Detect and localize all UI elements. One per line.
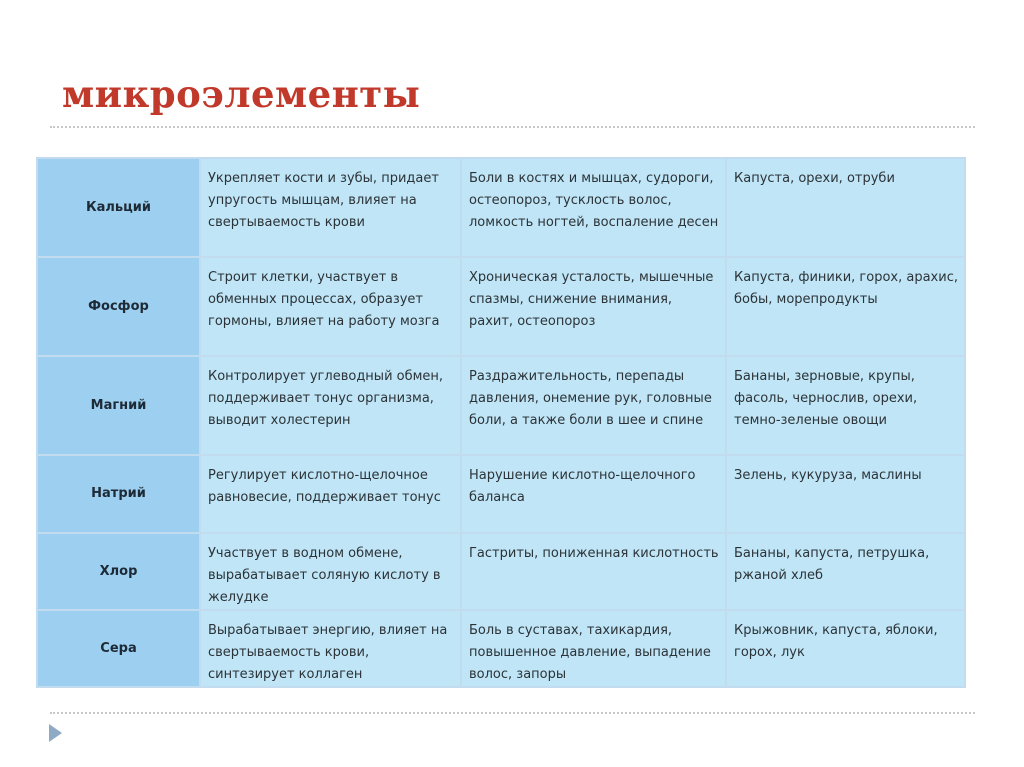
element-name-cell: Натрий — [37, 455, 200, 533]
food-sources-cell: Зелень, кукуруза, маслины — [726, 455, 965, 533]
function-cell: Строит клетки, участвует в обменных процессах, образует гормоны, влияет на работу мозга — [200, 257, 461, 356]
deficiency-symptoms-cell: Боли в костях и мышцах, судороги, остеопороз, тусклость волос, ломкость ногтей, воспаление десен — [461, 158, 726, 257]
food-sources-cell: Крыжовник, капуста, яблоки, горох, лук — [726, 610, 965, 687]
deficiency-symptoms-cell: Боль в суставах, тахикардия, повышенное давление, выпадение волос, запоры — [461, 610, 726, 687]
food-sources-cell: Бананы, капуста, петрушка, ржаной хлеб — [726, 533, 965, 610]
microelements-table-container — [36, 157, 964, 685]
top-divider — [50, 126, 975, 128]
deficiency-symptoms-cell: Гастриты, пониженная кислотность — [461, 533, 726, 610]
table-row — [37, 356, 965, 455]
table-row — [37, 533, 965, 610]
element-name-cell: Хлор — [37, 533, 200, 610]
food-sources-cell: Бананы, зерновые, крупы, фасоль, чернослив, орехи, темно-зеленые овощи — [726, 356, 965, 455]
deficiency-symptoms-cell: Раздражительность, перепады давления, онемение рук, головные боли, а также боли в шее и спине — [461, 356, 726, 455]
food-sources-cell: Капуста, орехи, отруби — [726, 158, 965, 257]
function-cell: Вырабатывает энергию, влияет на свертываемость крови, синтезирует коллаген — [200, 610, 461, 687]
element-name-cell: Сера — [37, 610, 200, 687]
food-sources-cell: Капуста, финики, горох, арахис, бобы, морепродукты — [726, 257, 965, 356]
element-name-cell: Фосфор — [37, 257, 200, 356]
triangle-right-icon — [49, 724, 62, 742]
table-row — [37, 257, 965, 356]
function-cell: Регулирует кислотно-щелочное равновесие, поддерживает тонус — [200, 455, 461, 533]
element-name-cell: Кальций — [37, 158, 200, 257]
element-name-cell: Магний — [37, 356, 200, 455]
table-row — [37, 610, 965, 687]
table-row — [37, 455, 965, 533]
deficiency-symptoms-cell: Нарушение кислотно-щелочного баланса — [461, 455, 726, 533]
slide-title: микроэлементы — [62, 72, 421, 116]
deficiency-symptoms-cell: Хроническая усталость, мышечные спазмы, снижение внимания, рахит, остеопороз — [461, 257, 726, 356]
function-cell: Контролирует углеводный обмен, поддерживает тонус организма, выводит холестерин — [200, 356, 461, 455]
function-cell: Укрепляет кости и зубы, придает упругость мышцам, влияет на свертываемость крови — [200, 158, 461, 257]
bottom-divider — [50, 712, 975, 714]
function-cell: Участвует в водном обмене, вырабатывает соляную кислоту в желудке — [200, 533, 461, 610]
table-row — [37, 158, 965, 257]
microelements-table — [36, 157, 966, 688]
